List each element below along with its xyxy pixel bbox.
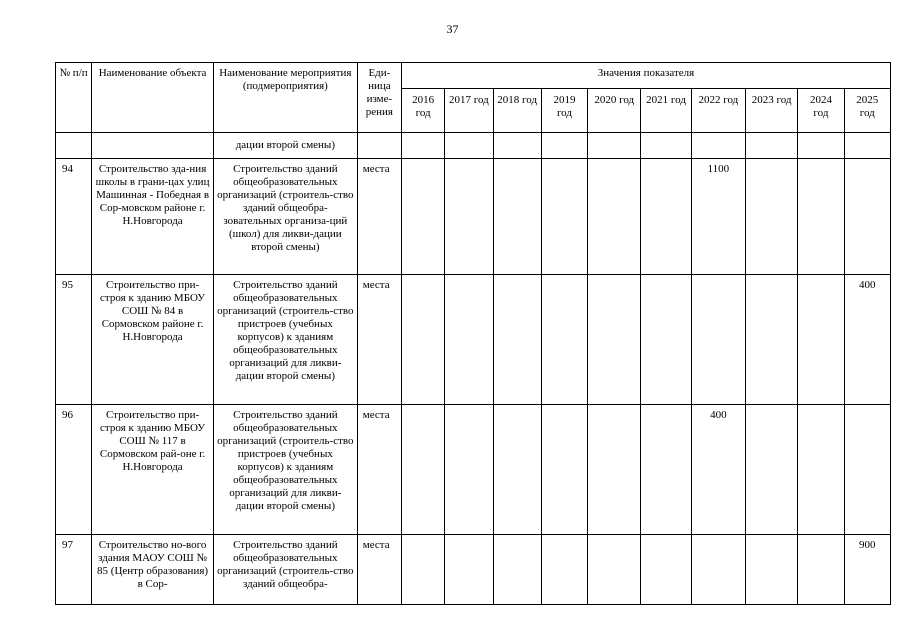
value-cell (541, 535, 587, 605)
table-row (56, 535, 891, 605)
value-cell (798, 535, 844, 605)
header-year: 2021 год (641, 89, 691, 133)
value-cell (445, 159, 493, 275)
value-cell: 1100 (691, 159, 745, 275)
header-object-name: Наименование объекта (92, 63, 214, 133)
value-cell (691, 535, 745, 605)
header-year: 2022 год (691, 89, 745, 133)
value-cell (493, 275, 541, 405)
header-year: 2020 год (588, 89, 641, 133)
header-event-name: Наименование мероприятия (подмероприятия) (213, 63, 357, 133)
row-number: 97 (56, 535, 92, 605)
value-cell (493, 535, 541, 605)
value-cell (402, 405, 445, 535)
value-cell (402, 535, 445, 605)
value-cell (541, 159, 587, 275)
header-year: 2024 год (798, 89, 844, 133)
value-cell (445, 275, 493, 405)
event-name-cell: Строительство зданий общеобразовательных организаций (строитель-ство зданий общеобра- (213, 535, 357, 605)
value-cell (541, 275, 587, 405)
table-row (56, 405, 891, 535)
value-cell (541, 405, 587, 535)
value-cell (641, 405, 691, 535)
value-cell (588, 405, 641, 535)
table-row (56, 275, 891, 405)
header-year: 2023 год (746, 89, 798, 133)
row-number: 96 (56, 405, 92, 535)
object-name-cell: Строительство но-вого здания МАОУ СОШ № 85 (Центр образования) в Сор- (92, 535, 214, 605)
value-cell (691, 275, 745, 405)
row-number: 94 (56, 159, 92, 275)
object-name-cell: Строительство зда-ния школы в грани-цах улиц Машинная - Победная в Сор-мовском районе г. Н.Новгорода (92, 159, 214, 275)
header-num: № п/п (56, 63, 92, 133)
header-unit: Еди-ница изме-рения (357, 63, 401, 133)
event-name-cell: Строительство зданий общеобразовательных организаций (строитель-ство пристроев (учебных корпусов) к зданиям общеобразовательных организаций для ликви-дации второй смены) (213, 405, 357, 535)
value-cell (493, 159, 541, 275)
value-cell (798, 405, 844, 535)
value-cell (445, 535, 493, 605)
unit-cell: места (357, 159, 401, 275)
header-year: 2016 год (402, 89, 445, 133)
header-year: 2018 год (493, 89, 541, 133)
unit-cell: места (357, 405, 401, 535)
value-cell (588, 159, 641, 275)
value-cell (641, 159, 691, 275)
value-cell: 400 (844, 275, 890, 405)
value-cell (746, 405, 798, 535)
header-year: 2025 год (844, 89, 890, 133)
indicator-table (55, 62, 891, 605)
value-cell (402, 275, 445, 405)
value-cell (588, 535, 641, 605)
value-cell (493, 405, 541, 535)
row-number: 95 (56, 275, 92, 405)
continuation-row (56, 133, 891, 159)
value-cell (746, 535, 798, 605)
value-cell (588, 275, 641, 405)
value-cell (844, 405, 890, 535)
header-year: 2017 год (445, 89, 493, 133)
object-name-cell: Строительство при-строя к зданию МБОУ СОШ № 117 в Сормовском рай-оне г. Н.Новгорода (92, 405, 214, 535)
value-cell (798, 159, 844, 275)
value-cell (844, 159, 890, 275)
header-row-1 (56, 63, 891, 89)
object-name-cell: Строительство при-строя к зданию МБОУ СОШ № 84 в Сормовском районе г. Н.Новгорода (92, 275, 214, 405)
value-cell (746, 275, 798, 405)
page-number: 37 (446, 22, 459, 36)
event-name-cell: Строительство зданий общеобразовательных организаций (строитель-ство зданий общеобра-зовательных организа-ций (школ) для ликви-дации второй смены) (213, 159, 357, 275)
value-cell (402, 159, 445, 275)
value-cell (641, 535, 691, 605)
table-row (56, 159, 891, 275)
value-cell (746, 159, 798, 275)
value-cell (641, 275, 691, 405)
header-year: 2019 год (541, 89, 587, 133)
unit-cell: места (357, 275, 401, 405)
event-name-cell: Строительство зданий общеобразовательных организаций (строитель-ство пристроев (учебных корпусов) к зданиям общеобразовательных организаций для ликви-дации второй смены) (213, 275, 357, 405)
value-cell: 900 (844, 535, 890, 605)
continuation-text: дации второй смены) (213, 133, 357, 159)
value-cell (445, 405, 493, 535)
unit-cell: места (357, 535, 401, 605)
header-values-group: Значения показателя (402, 63, 891, 89)
value-cell: 400 (691, 405, 745, 535)
value-cell (798, 275, 844, 405)
